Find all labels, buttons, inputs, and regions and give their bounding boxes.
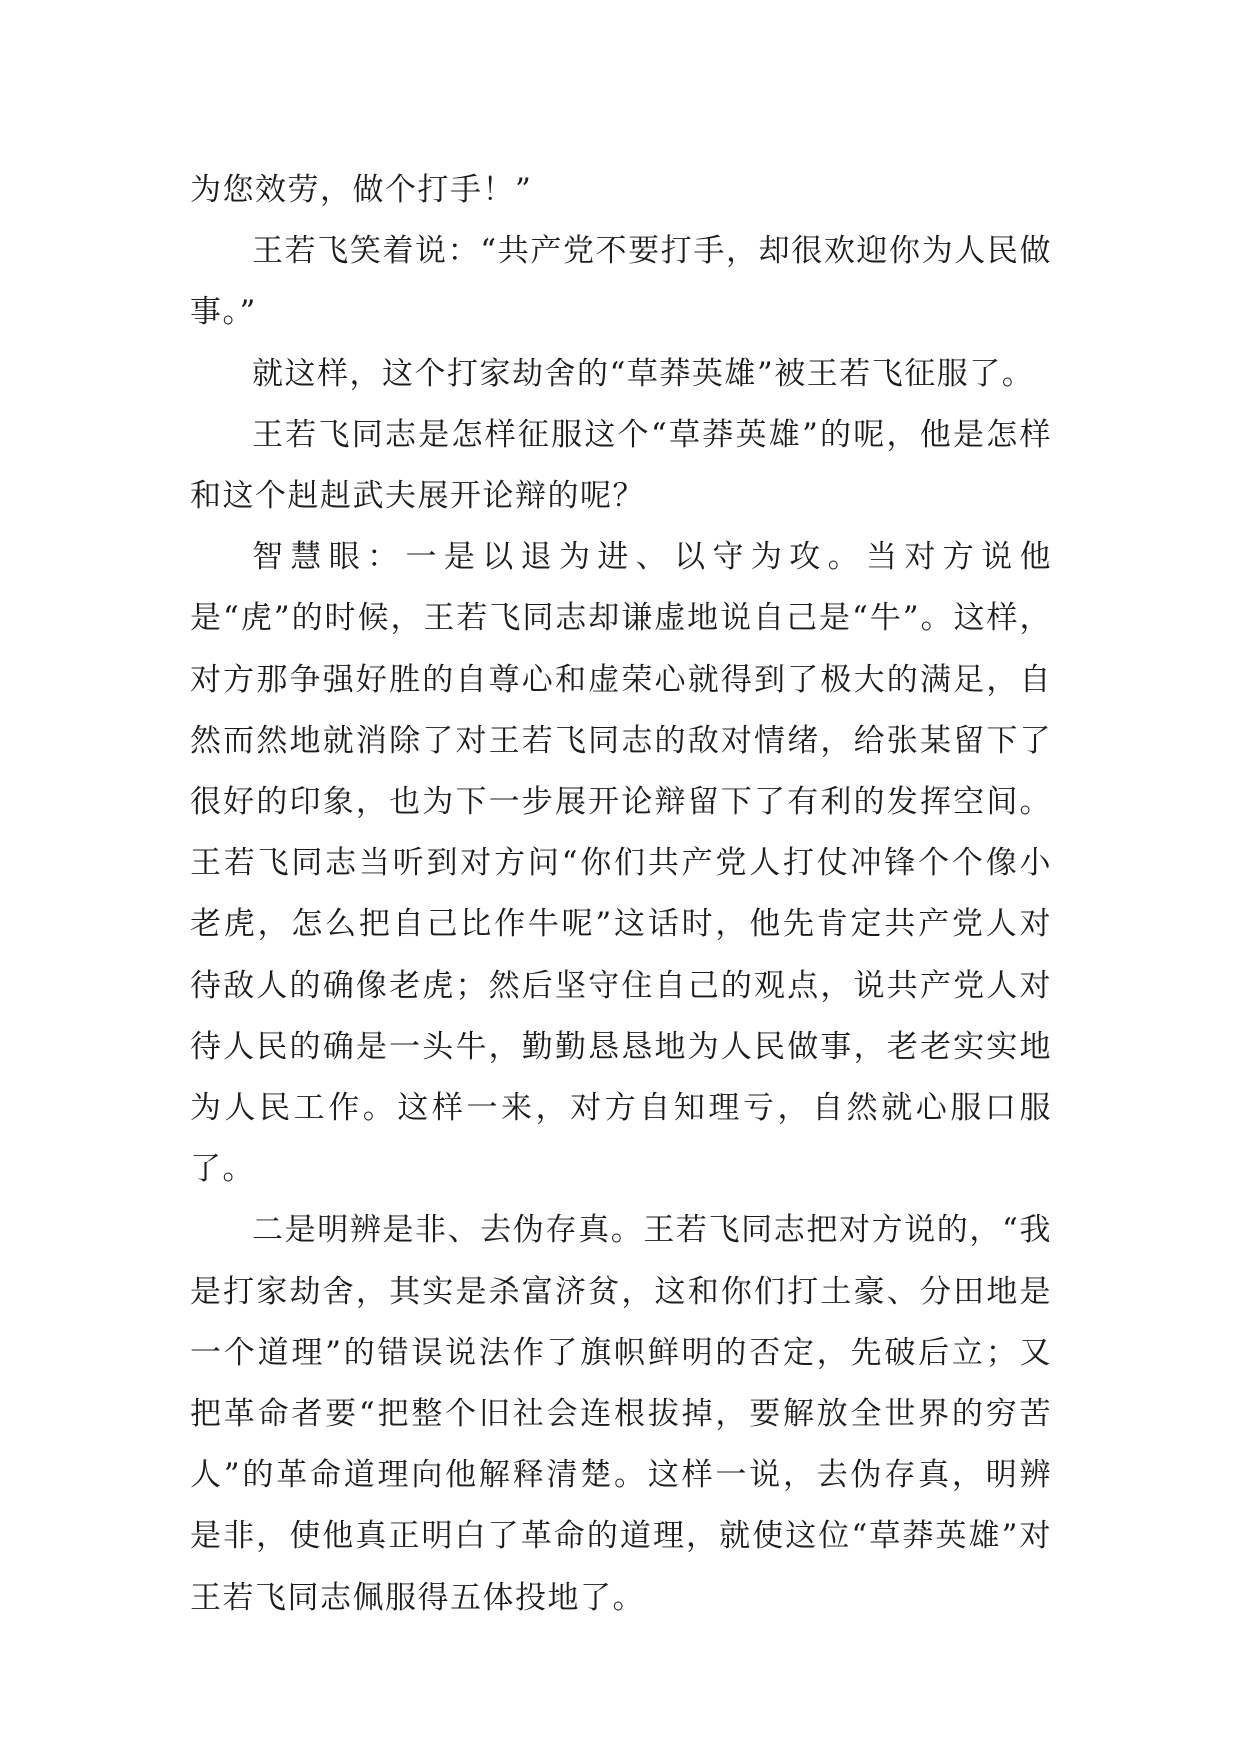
paragraph-4: 王若飞同志是怎样征服这个“草莽英雄”的呢，他是怎样和这个赳赳武夫展开论辩的呢？ [190, 416, 1052, 515]
paragraph-5: 智慧眼：一是以退为进、以守为攻。当对方说他是“虎”的时候，王若飞同志却谦虚地说自己是“牛”。这样，对方那争强好胜的自尊心和虚荣心就得到了极大的满足，自然而然地就消除了对王若飞同志的敌对情绪，给张某留下了很好的印象，也为下一步展开论辩留下了有利的发挥空间。王若飞同志当听到对方问“你们共产党人打仗冲锋个个像小老虎，怎么把自己比作牛呢”这话时，他先肯定共产党人对待敌人的确像老虎；然后坚守住自己的观点，说共产党人对待人民的确是一头牛，勤勤恳恳地为人民做事，老老实实地为人民工作。这样一来，对方自知理亏，自然就心服口服了。 [190, 539, 1052, 1188]
paragraph-3: 就这样，这个打家劫舍的“草莽英雄”被王若飞征服了。 [252, 355, 1035, 392]
paragraph-1: 为您效劳，做个打手！” [190, 172, 533, 208]
body-text [190, 160, 1052, 1629]
paragraph-6: 二是明辨是非、去伪存真。王若飞同志把对方说的，“我是打家劫舍，其实是杀富济贫，这和你们打土豪、分田地是一个道理”的错误说法作了旗帜鲜明的否定，先破后立；又把革命者要“把整个旧社会连根拔掉，要解放全世界的穷苦人”的革命道理向他解释清楚。这样一说，去伪存真，明辨是非，使他真正明白了革命的道理，就使这位“草莽英雄”对王若飞同志佩服得五体投地了。 [190, 1212, 1052, 1616]
paragraph-2: 王若飞笑着说：“共产党不要打手，却很欢迎你为人民做事。” [190, 233, 1052, 331]
